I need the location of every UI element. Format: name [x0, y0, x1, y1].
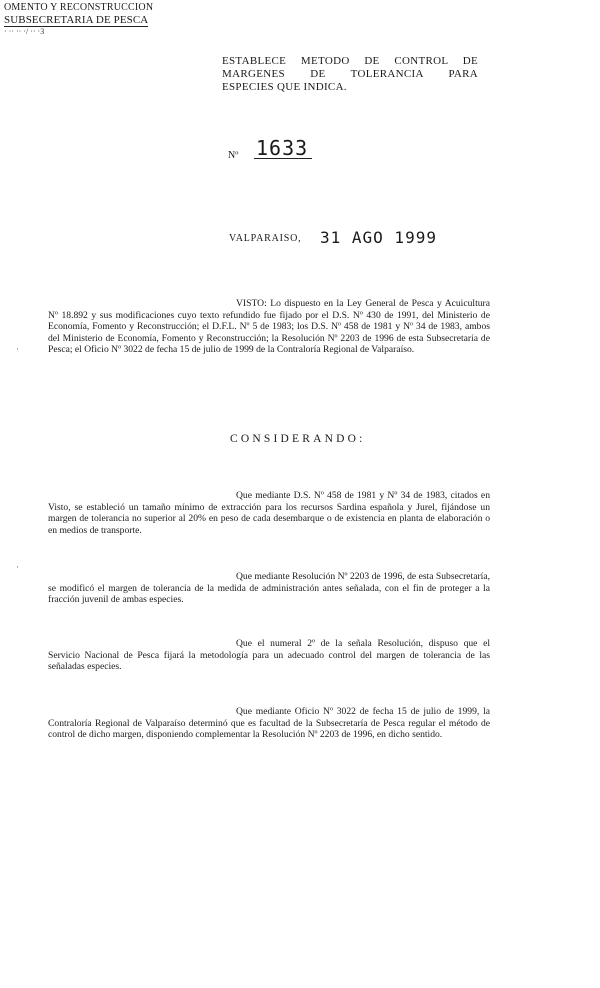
date-place: VALPARAISO,: [229, 233, 302, 244]
subsecretaria-line: SUBSECRETARIA DE PESCA: [4, 14, 149, 26]
considerando-heading: CONSIDERANDO:: [230, 433, 366, 445]
considerando-1-text: Que mediante D.S. Nº 458 de 1981 y Nº 34 de 1983, citados en Visto, se estableció un tamaño mínimo de extracción para los recursos Sardina española y Jurel, fijándose un margen de tolerancia no superior al 20% en peso de cada desembarque o de existencia en planta de elaboración o en medios de transporte.: [48, 490, 490, 536]
considerando-3-text: Que el numeral 2º de la señala Resolución, dispuso que el Servicio Nacional de Pesca fijará la metodología para un adecuado control del margen de tolerancia de las señaladas especies.: [48, 638, 490, 673]
considerando-1: [48, 490, 490, 536]
visto-paragraph: [48, 298, 490, 356]
visto-text: VISTO: Lo dispuesto en la Ley General de Pesca y Acuicultura Nº 18.892 y sus modificaciones cuyo texto refundido fue fijado por el D.S. Nº 430 de 1991, del Ministerio de Economía, Fomento y Reconstrucción; el D.F.L. Nº 5 de 1983; los D.S. Nº 458 de 1981 y Nº 34 de 1983, ambos del Ministerio de Economía, Fomento y Reconstrucción; la Resolución Nº 2203 de 1996 de esta Subsecretaría de Pesca; el Oficio Nº 3022 de fecha 15 de julio de 1999 de la Contraloría Regional de Valparaíso.: [48, 298, 490, 356]
title-line-3: ESPECIES QUE INDICA.: [222, 81, 347, 93]
considerando-2: [48, 571, 490, 606]
title-line-2: MARGENES DE TOLERANCIA PARA: [222, 68, 478, 80]
margin-mark: ·: [16, 562, 19, 572]
title-line-1: ESTABLECE METODO DE CONTROL DE: [222, 55, 478, 67]
considerando-4-text: Que mediante Oficio Nº 3022 de fecha 15 de julio de 1999, la Contraloría Regional de Valparaíso determinó que es facultad de la Subsecretaría de Pesca regular el método de control de dicho margen, disponiendo complementar la Resolución Nº 2203 de 1996, en dicho sentido.: [48, 706, 490, 741]
considerando-2-text: Que mediante Resolución Nº 2203 de 1996, de esta Subsecretaría, se modificó el margen de tolerancia de la medida de administración antes señalada, con el fin de proteger a la fracción juvenil de ambas especies.: [48, 571, 490, 606]
document-title: [222, 55, 478, 94]
considerando-3: [48, 638, 490, 673]
number-underline: [254, 158, 312, 159]
number-label: Nº: [228, 150, 239, 161]
resolution-number: 1633: [256, 136, 309, 160]
ministry-line: OMENTO Y RECONSTRUCCION: [4, 2, 154, 13]
reference-line: · ·· ·· ·/ ·· ·3: [4, 27, 45, 36]
margin-mark: ·: [16, 344, 19, 354]
date-stamp: 31 AGO 1999: [320, 228, 437, 247]
considerando-4: [48, 706, 490, 741]
